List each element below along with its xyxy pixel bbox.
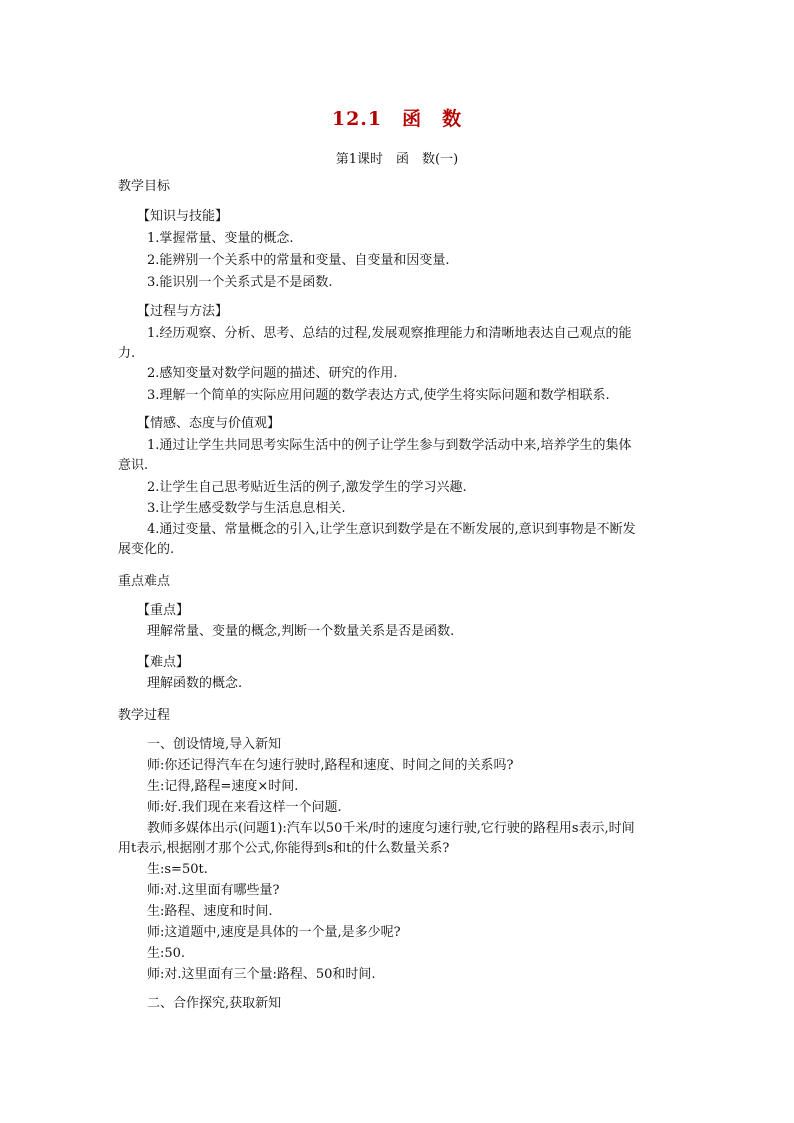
document-title: 12.1 函 数 bbox=[331, 108, 463, 130]
knowledge-heading: 【知识与技能】 bbox=[137, 209, 229, 224]
knowledge-item-2: 2.能辨别一个关系中的常量和变量、自变量和因变量. bbox=[147, 253, 450, 268]
emotion-item-1: 1.通过让学生共同思考实际生活中的例子让学生参与到数学活动中来,培养学生的集体 bbox=[147, 438, 632, 453]
dialog-line: 生:s=50t. bbox=[147, 862, 208, 877]
lesson-subtitle: 第1课时 函 数(一) bbox=[335, 152, 459, 167]
dialog-line: 生:路程、速度和时间. bbox=[147, 904, 273, 919]
problem-1: 教师多媒体出示(问题1):汽车以50千米/时的速度匀速行驶,它行驶的路程用s表示,时间 bbox=[147, 821, 635, 836]
emotion-item-3: 3.让学生感受数学与生活息息相关. bbox=[147, 501, 346, 516]
emotion-heading: 【情感、态度与价值观】 bbox=[137, 416, 281, 431]
emotion-item-1-cont: 意识. bbox=[118, 458, 149, 473]
knowledge-item-3: 3.能识别一个关系式是不是函数. bbox=[147, 275, 333, 290]
dialog-line: 生:50. bbox=[147, 946, 186, 961]
process-step-2: 二、合作探究,获取新知 bbox=[147, 996, 282, 1011]
knowledge-item-1: 1.掌握常量、变量的概念. bbox=[147, 231, 294, 246]
method-item-2: 2.感知变量对数学问题的描述、研究的作用. bbox=[147, 366, 398, 381]
method-heading: 【过程与方法】 bbox=[137, 304, 229, 319]
process-step-1: 一、创设情境,导入新知 bbox=[147, 737, 282, 752]
dialog-line: 师:对.这里面有三个量:路程、50和时间. bbox=[147, 967, 376, 982]
method-item-3: 3.理解一个简单的实际应用问题的数学表达方式,使学生将实际问题和数学相联系. bbox=[147, 388, 610, 403]
section-heading-key-points: 重点难点 bbox=[118, 574, 171, 589]
emotion-item-4: 4.通过变量、常量概念的引入,让学生意识到数学是在不断发展的,意识到事物是不断发 bbox=[147, 522, 636, 537]
dialog-line: 师:好.我们现在来看这样一个问题. bbox=[147, 800, 342, 815]
focus-heading: 【重点】 bbox=[137, 603, 190, 618]
dialog-line: 师:对.这里面有哪些量? bbox=[147, 883, 280, 898]
dialog-line: 生:记得,路程=速度×时间. bbox=[147, 779, 299, 794]
method-item-1: 1.经历观察、分析、思考、总结的过程,发展观察推理能力和清晰地表达自己观点的能 bbox=[147, 326, 632, 341]
difficulty-text: 理解函数的概念. bbox=[147, 676, 243, 691]
dialog-line: 师:你还记得汽车在匀速行驶时,路程和速度、时间之间的关系吗? bbox=[147, 758, 514, 773]
section-heading-goals: 教学目标 bbox=[118, 179, 171, 194]
dialog-line: 师:这道题中,速度是具体的一个量,是多少呢? bbox=[147, 925, 401, 940]
method-item-1-cont: 力. bbox=[118, 346, 136, 361]
section-heading-process: 教学过程 bbox=[118, 708, 171, 723]
emotion-item-2: 2.让学生自己思考贴近生活的例子,激发学生的学习兴趣. bbox=[147, 480, 467, 495]
problem-1-cont: 用t表示,根据刚才那个公式,你能得到s和t的什么数量关系? bbox=[118, 841, 450, 856]
focus-text: 理解常量、变量的概念,判断一个数量关系是否是函数. bbox=[147, 624, 455, 639]
emotion-item-4-cont: 展变化的. bbox=[118, 542, 175, 557]
difficulty-heading: 【难点】 bbox=[137, 655, 190, 670]
